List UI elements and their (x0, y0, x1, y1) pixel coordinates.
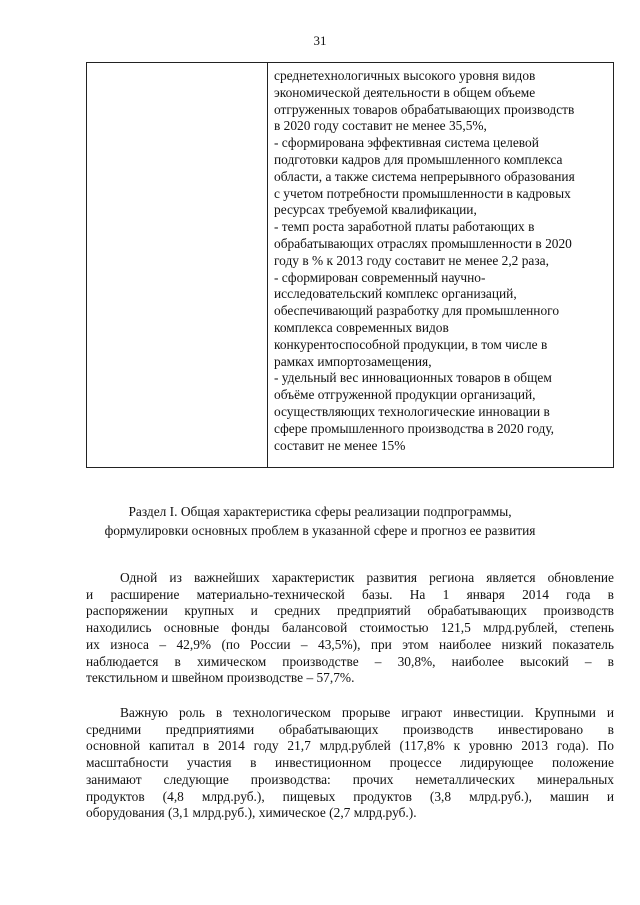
table-line: сфере промышленного производства в 2020 году, (274, 420, 555, 436)
paragraph-line: занимают следующие производства: прочих неметаллических минеральных (86, 771, 614, 787)
table-line: обрабатывающих отраслях промышленности в 2020 (274, 235, 572, 251)
table-line: рамках импортозамещения, (274, 353, 432, 369)
paragraph-line: продуктов (4,8 млрд.руб.), пищевых продуктов (3,8 млрд.руб.), машин и (86, 788, 614, 804)
table-line: комплекса современных видов (274, 319, 449, 335)
table-line: в 2020 году составит не менее 35,5%, (274, 118, 487, 134)
table-line: ресурсах требуемой квалификации, (274, 202, 477, 218)
section-heading (0, 502, 640, 540)
table-line: с учетом потребности промышленности в кадровых (274, 185, 571, 201)
paragraph-line: средними предприятиями обрабатывающих производств инвестировано в (86, 721, 614, 737)
table-left-cell (87, 63, 267, 467)
table-line: году в % к 2013 году составит не менее 2,2 раза, (274, 252, 549, 268)
paragraph-line: их износа – 42,9% (по России – 43,5%), при этом наиболее низкий показатель (86, 636, 614, 652)
paragraph-line: текстильном и швейном производстве – 57,7%. (86, 670, 355, 686)
paragraph-line: основной капитал в 2014 году 21,7 млрд.рублей (117,8% к уровню 2013 года). По (86, 738, 614, 754)
table-line: - сформирована эффективная система целевой (274, 135, 539, 151)
paragraph-line: оборудования (3,1 млрд.руб.), химическое (2,7 млрд.руб.). (86, 805, 417, 821)
table-line: подготовки кадров для промышленного комплекса (274, 151, 563, 167)
paragraph-fixed-assets (86, 570, 614, 687)
table-line: области, а также система непрерывного образования (274, 168, 575, 184)
page-number: 31 (313, 33, 327, 48)
table-line: - удельный вес инновационных товаров в общем (274, 370, 552, 386)
paragraph-line: распоряжении крупных и средних предприятий обрабатывающих производств (86, 603, 614, 619)
paragraph-line: находились основные фонды балансовой стоимостью 121,5 млрд.рублей, степень (86, 620, 614, 636)
table-line: среднетехнологичных высокого уровня видов (274, 68, 536, 83)
table-line: - сформирован современный научно- (274, 269, 486, 285)
table-line: конкурентоспособной продукции, в том числе в (274, 336, 548, 352)
paragraph-line: наблюдается в химическом производстве – 30,8%, наиболее высокий – в (86, 653, 614, 669)
paragraph-investments (86, 705, 614, 822)
table-line: исследовательский комплекс организаций, (274, 286, 517, 302)
table-line: отгруженных товаров обрабатывающих производств (274, 101, 575, 117)
paragraph-line: и расширение материально-технической базы. На 1 января 2014 года в (86, 586, 614, 602)
paragraph-line: Одной из важнейших характеристик развития региона является обновление (120, 570, 614, 585)
table-line: объёме отгруженной продукции организаций, (274, 387, 536, 403)
table-right-cell (274, 68, 610, 454)
table-line: составит не менее 15% (274, 437, 406, 453)
section-heading-line: Раздел I. Общая характеристика сферы реализации подпрограммы, (128, 504, 512, 519)
paragraph-line: масштабности участия в инвестиционном процессе лидирующее положение (86, 755, 614, 771)
table-line: осуществляющих технологические инновации в (274, 403, 550, 419)
table-column-divider (267, 63, 268, 467)
table-line: обеспечивающий разработку для промышленного (274, 303, 560, 319)
table-line: экономической деятельности в общем объеме (274, 84, 536, 100)
section-heading-line: формулировки основных проблем в указанной сфере и прогноз ее развития (104, 523, 536, 538)
goals-table (86, 62, 614, 468)
paragraph-line: Важную роль в технологическом прорыве играют инвестиции. Крупными и (120, 705, 614, 720)
table-line: - темп роста заработной платы работающих в (274, 219, 535, 235)
